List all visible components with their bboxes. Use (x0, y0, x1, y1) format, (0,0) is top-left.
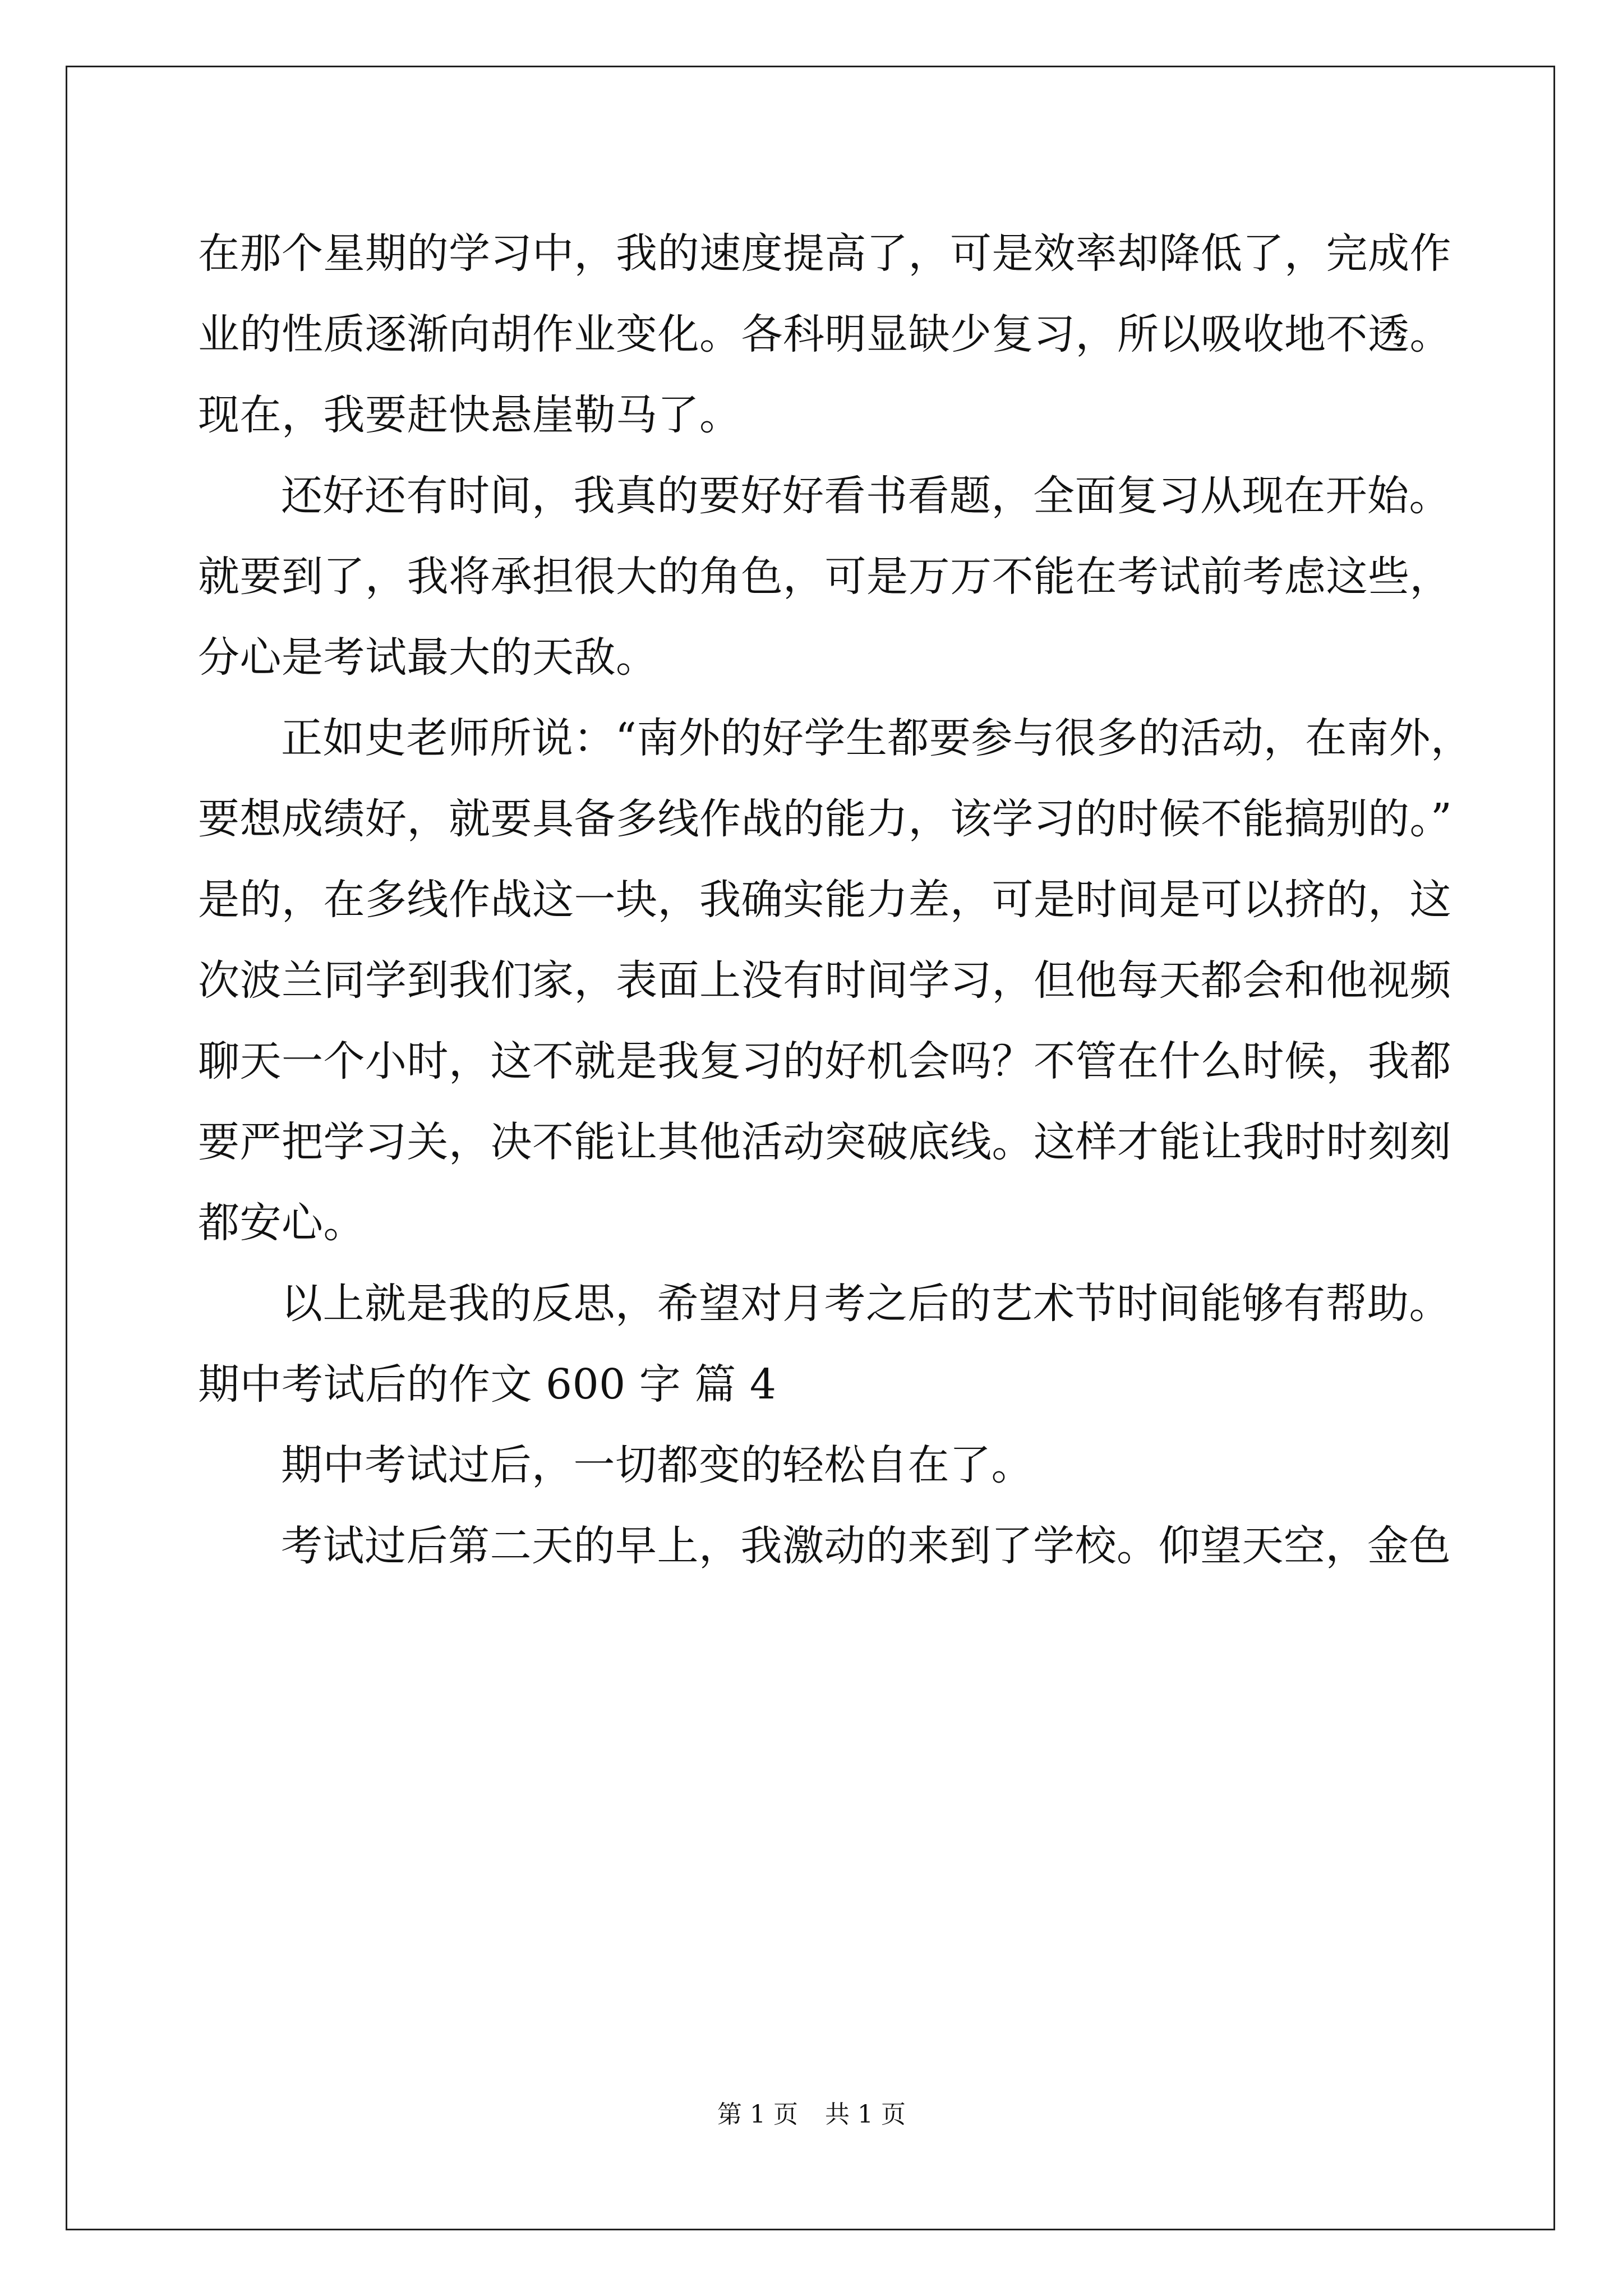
text-line: 要严把学习关，决不能让其他活动突破底线。这样才能让我时时刻刻 (198, 1118, 1451, 1166)
section-heading: 期中考试后的作文 600 字 篇 4 (198, 1360, 777, 1409)
text-line: 次波兰同学到我们家，表面上没有时间学习，但他每天都会和他视频 (198, 956, 1451, 1005)
text-line: 要想成绩好，就要具备多线作战的能力，该学习的时候不能搞别的。” (198, 795, 1453, 843)
paragraph-start-line: 考试过后第二天的早上，我激动的来到了学校。仰望天空，金色 (281, 1522, 1451, 1570)
paragraph-start-line: 正如史老师所说：“南外的好学生都要参与很多的活动，在南外， (281, 714, 1473, 762)
text-line: 聊天一个小时，这不就是我复习的好机会吗？不管在什么时候，我都 (198, 1037, 1451, 1085)
text-line: 现在，我要赶快悬崖勒马了。 (198, 391, 741, 439)
paragraph-start-line: 还好还有时间，我真的要好好看书看题，全面复习从现在开始。 (281, 472, 1451, 520)
text-line: 是的，在多线作战这一块，我确实能力差，可是时间是可以挤的，这 (198, 876, 1451, 924)
text-line: 就要到了，我将承担很大的角色，可是万万不能在考试前考虑这些， (198, 553, 1451, 601)
text-line: 业的性质逐渐向胡作业变化。各科明显缺少复习，所以吸收地不透。 (198, 310, 1451, 358)
page-number-current: 第 1 页 (717, 2100, 798, 2129)
text-line: 都安心。 (198, 1199, 365, 1247)
paragraph-start-line: 期中考试过后，一切都变的轻松自在了。 (281, 1441, 1033, 1489)
text-line: 分心是考试最大的天敌。 (198, 633, 658, 682)
text-line: 在那个星期的学习中，我的速度提高了，可是效率却降低了，完成作 (198, 229, 1451, 278)
paragraph-start-line: 以上就是我的反思，希望对月考之后的艺术节时间能够有帮助。 (281, 1280, 1451, 1328)
document-body (198, 213, 1473, 1586)
page-number-total: 共 1 页 (825, 2100, 906, 2129)
page-footer (0, 2098, 1623, 2132)
